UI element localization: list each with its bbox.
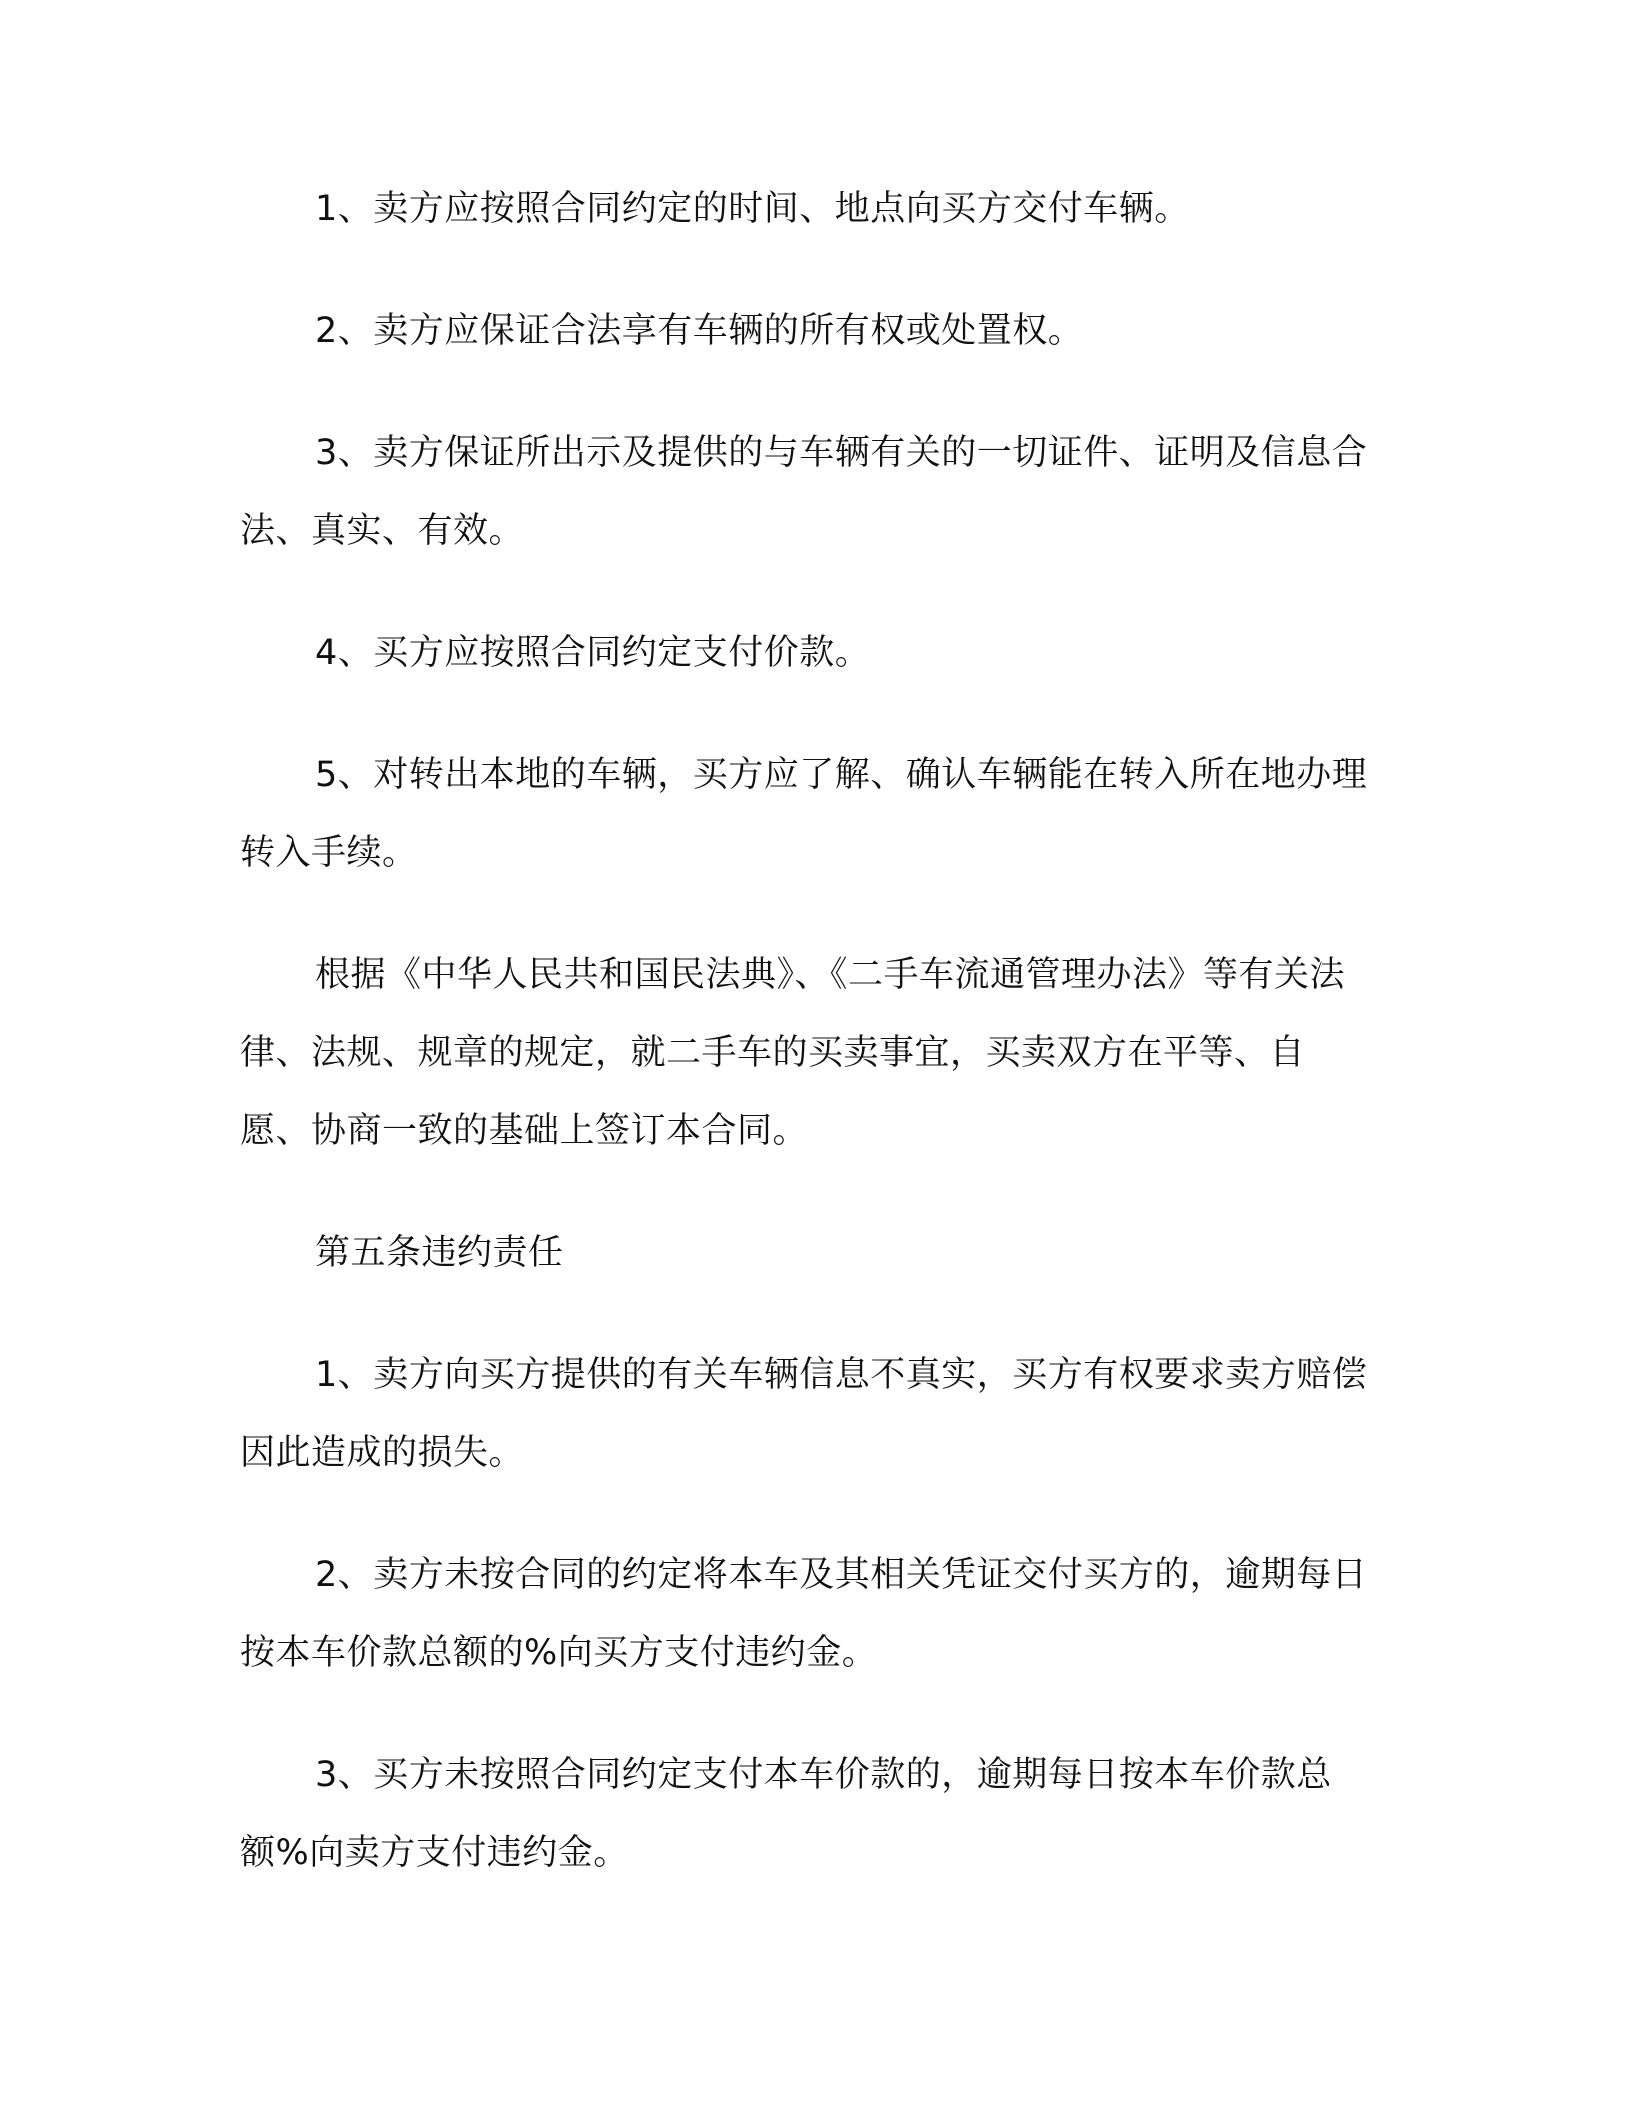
- paragraph-legal-basis: 根据《中华人民共和国民法典》、《二手车流通管理办法》等有关法律、法规、规章的规定，就二手车的买卖事宜，买卖双方在平等、自愿、协商一致的基础上签订本合同。: [240, 955, 1346, 1151]
- paragraph-seller-documents: 3、卖方保证所出示及提供的与车辆有关的一切证件、证明及信息合法、真实、有效。: [240, 433, 1368, 551]
- paragraph-buyer-transfer: 5、对转出本地的车辆，买方应了解、确认车辆能在转入所在地办理转入手续。: [240, 755, 1368, 873]
- section-heading-liability: 第五条违约责任: [315, 1233, 564, 1273]
- document-body: [240, 170, 1370, 1936]
- paragraph-seller-ownership: 2、卖方应保证合法享有车辆的所有权或处置权。: [315, 311, 1084, 351]
- paragraph-seller-delivery: 1、卖方应按照合同约定的时间、地点向买方交付车辆。: [315, 189, 1190, 229]
- paragraph-liability-info: 1、卖方向买方提供的有关车辆信息不真实，买方有权要求卖方赔偿因此造成的损失。: [240, 1355, 1368, 1473]
- paragraph-liability-buyer-delay: 3、买方未按照合同约定支付本车价款的，逾期每日按本车价款总额%向卖方支付违约金。: [240, 1755, 1332, 1873]
- paragraph-buyer-payment: 4、买方应按照合同约定支付价款。: [315, 633, 871, 673]
- paragraph-liability-seller-delay: 2、卖方未按合同的约定将本车及其相关凭证交付买方的，逾期每日按本车价款总额的%向买方支付违约金。: [240, 1555, 1368, 1673]
